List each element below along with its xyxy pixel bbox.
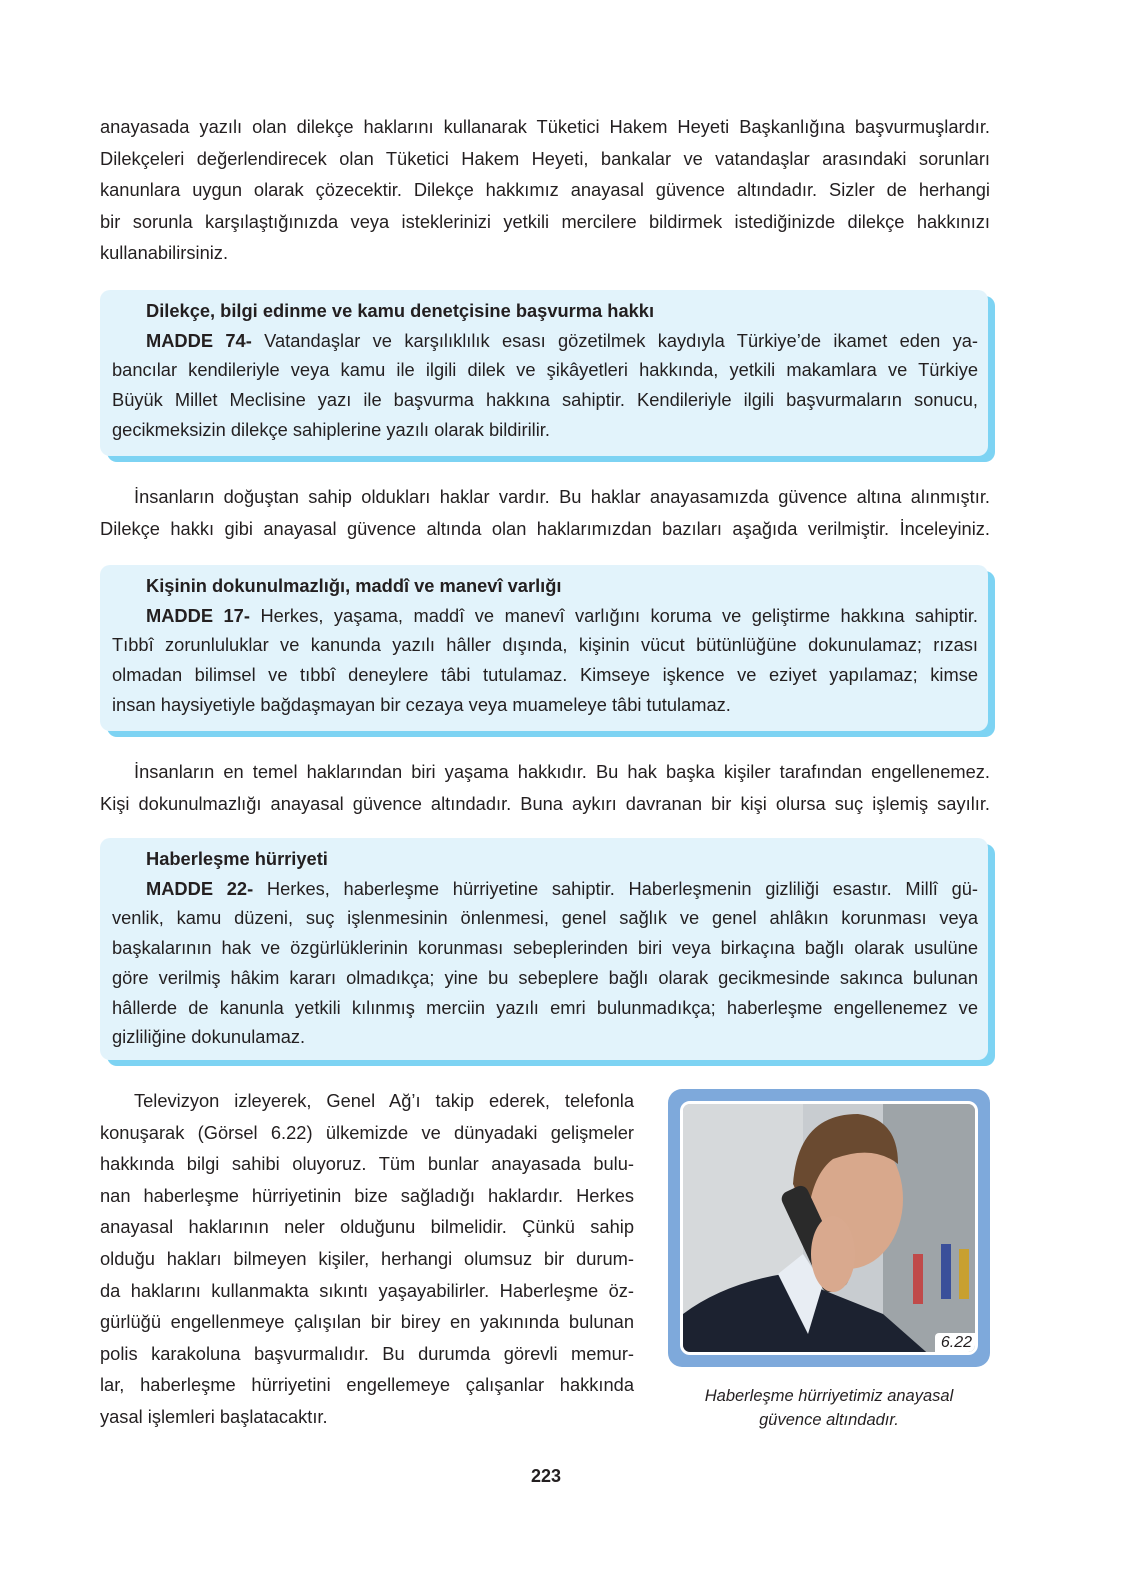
article-22-box (100, 838, 988, 1060)
paragraph-3 (100, 756, 990, 819)
text-line: gecikmeksizin dilekçe sahiplerine yazılı olarak bildirilir. (112, 418, 550, 440)
box-title: Haberleşme hürriyeti (146, 848, 328, 869)
text-line: kanunlara uygun olarak çözecektir. Dilekçe hakkımız anayasal güvence altındadır. Sizler de herhangi (100, 179, 990, 201)
paragraph-2 (100, 481, 990, 544)
article-74-box (100, 290, 988, 456)
text-line: Dilekçe hakkı gibi anayasal güvence altında olan haklarımızdan bazıları aşağıda verilmiştir. İnceleyiniz. (100, 517, 990, 539)
text-line: venlik, kamu düzeni, suç işlenmesinin önlenmesi, genel sağlık ve genel ahlâkın korunması veya (112, 907, 978, 929)
text-line (112, 874, 978, 904)
text-line: başkalarının hak ve özgürlüklerinin korunması sebeplerinden biri veya birkaçına bağlı olarak usulüne (112, 937, 978, 959)
text-line: olduğu hakları bilmeyen kişiler, herhangi olumsuz bir durum- (100, 1247, 634, 1269)
text-line: Büyük Millet Meclisine yazı ile başvurma hakkına sahiptir. Kendileriyle ilgili başvurmaların sonucu, (112, 389, 978, 411)
article-label: MADDE 17- (146, 604, 250, 626)
text-line: yasal işlemleri başlatacaktır. (100, 1405, 328, 1427)
text-line: hakkında bilgi sahibi oluyoruz. Tüm bunlar anayasada bulu- (100, 1153, 634, 1175)
text-line: bir sorunla karşılaştığınızda veya isteklerinizi yetkili mercilere bildirmek istediğinizde dilekçe hakkınızı (100, 210, 990, 232)
figure-number: 6.22 (935, 1333, 975, 1352)
box-title: Kişinin dokunulmazlığı, maddî ve manevî varlığı (146, 575, 562, 596)
text-line: nan haberleşme hürriyetinin bize sağladığı haklardır. Herkes (100, 1184, 634, 1206)
figure-caption (668, 1384, 990, 1432)
text-line: Tıbbî zorunluluklar ve kanunda yazılı hâller dışında, kişinin vücut bütünlüğüne dokunulamaz; rızası (112, 634, 978, 656)
text-line: polis karakoluna başvurmalıdır. Bu durumda görevli memur- (100, 1342, 634, 1364)
text-line: İnsanların doğuştan sahip oldukları haklar vardır. Bu haklar anayasamızda güvence altına alınmıştır. (134, 486, 990, 507)
text: Herkes, yaşama, maddî ve manevî varlığını koruma ve geliştirme hakkına sahiptir. (249, 604, 979, 626)
text-line (112, 326, 978, 356)
text: Herkes, haberleşme hürriyetine sahiptir. Haberleşmenin gizliliği esastır. Millî gü- (253, 877, 978, 899)
text-line: göre verilmiş hâkim kararı olmadıkça; yine bu sebeplere bağlı olarak gecikmesinde sakınca bulunan (112, 966, 978, 988)
text-line: İnsanların en temel haklarından biri yaşama hakkıdır. Bu hak başka kişiler tarafından engellenemez. (134, 761, 990, 782)
text-line: anayasada yazılı olan dilekçe haklarını kullanarak Tüketici Hakem Heyeti Başkanlığına başvurmuşlardır. (100, 116, 990, 137)
text-line: insan haysiyetiyle bağdaşmayan bir cezaya veya muameleye tâbi tutulamaz. (112, 693, 731, 715)
box-title: Dilekçe, bilgi edinme ve kamu denetçisine başvurma hakkı (146, 300, 655, 321)
caption-line: Haberleşme hürriyetimiz anayasal (704, 1387, 954, 1405)
text-line: Televizyon izleyerek, Genel Ağ’ı takip ederek, telefonla (134, 1090, 634, 1111)
text-line: bancılar kendileriyle veya kamu ile ilgili dilek ve şikâyetleri hakkında, yetkili makamlara ve Türkiye (112, 359, 978, 381)
paragraph-4 (100, 1085, 634, 1433)
figure-frame (668, 1089, 990, 1367)
text-line: Dilekçeleri değerlendirecek olan Tüketici Hakem Heyeti, bankalar ve vatandaşlar arasındaki sorunları (100, 147, 990, 169)
article-label: MADDE 22- (146, 877, 254, 899)
text-line: Kişi dokunulmazlığı anayasal güvence altındadır. Buna aykırı davranan bir kişi olursa suç işlemiş sayılır. (100, 792, 990, 814)
text-line: lar, haberleşme hürriyetini engellemeye çalışanlar hakkında (100, 1374, 634, 1396)
article-17-box (100, 565, 988, 731)
intro-paragraph (100, 111, 990, 269)
text-line: hâllerde de kanunla yetkili kılınmış merciin yazılı emri bulunmadıkça; haberleşme engellenemez ve (112, 996, 978, 1018)
text-line: olmadan bilimsel ve tıbbî deneylere tâbi tutulamaz. Kimseye işkence ve eziyet yapılamaz; kimse (112, 664, 978, 686)
text-line: gürlüğü engellenmeye çalışılan bir birey en yakınında bulunan (100, 1311, 634, 1333)
text-line: da haklarını kullanmakta sıkıntı yaşayabilirler. Haberleşme öz- (100, 1279, 634, 1301)
text-line: konuşarak (Görsel 6.22) ülkemizde ve dünyadaki gelişmeler (100, 1121, 634, 1143)
text: Vatandaşlar ve karşılıklılık esası gözetilmek kaydıyla Türkiye’de ikamet eden ya- (251, 329, 979, 351)
text-line: anayasal haklarının neler olduğunu bilmelidir. Çünkü sahip (100, 1216, 634, 1238)
text-line (112, 601, 978, 631)
page-number: 223 (530, 1466, 562, 1486)
photo-man-on-phone (680, 1101, 978, 1355)
article-label: MADDE 74- (146, 329, 252, 351)
caption-line: güvence altındadır. (759, 1411, 899, 1429)
text-line: kullanabilirsiniz. (100, 242, 229, 264)
text-line: gizliliğine dokunulamaz. (112, 1026, 306, 1048)
